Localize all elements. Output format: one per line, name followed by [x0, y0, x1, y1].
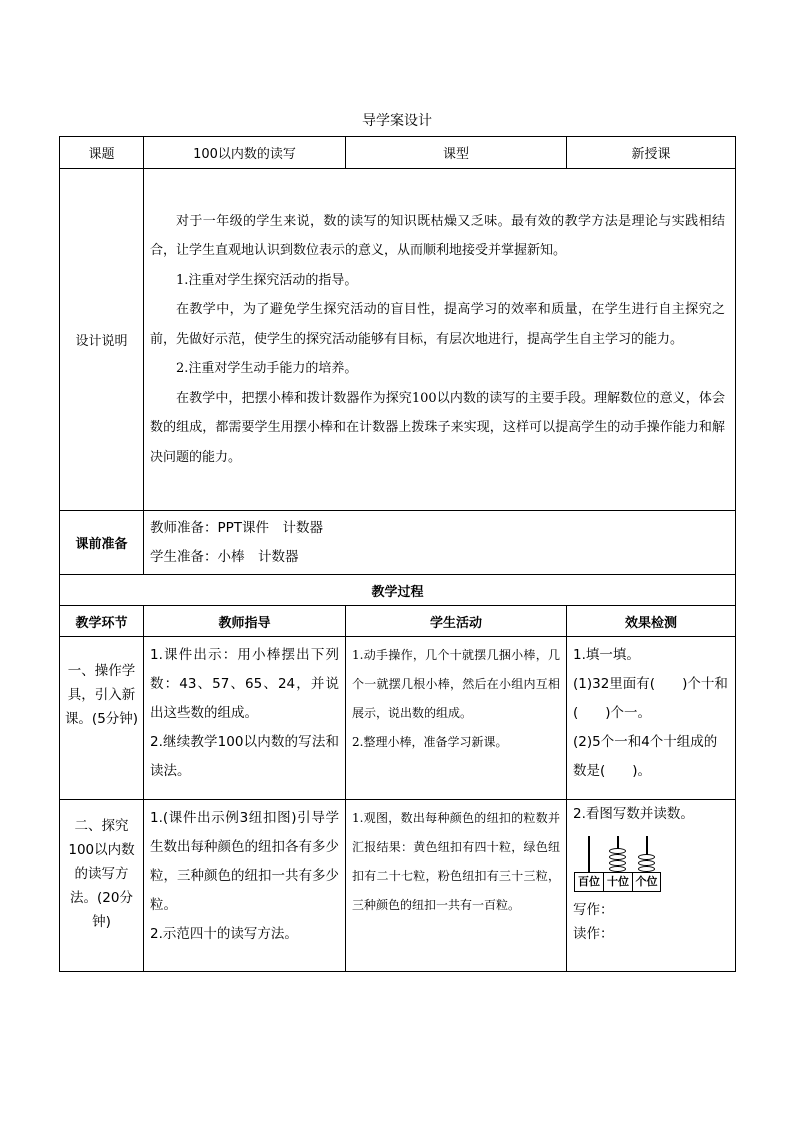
student-step: 2.整理小棒，准备学习新课。: [352, 735, 508, 749]
process-title: 教学过程: [60, 575, 736, 606]
abacus-bead: [609, 860, 626, 866]
process-row-2: [60, 800, 736, 972]
check-line: 2.看图写数并读数。: [573, 806, 694, 822]
teacher-cell: [144, 800, 346, 972]
abacus-diagram: [573, 830, 665, 896]
topic-label: 课题: [60, 137, 144, 169]
abacus-place-label: 百位: [574, 872, 604, 892]
type-label: 课型: [346, 137, 567, 169]
design-paragraph: 对于一年级的学生来说，数的读写的知识既枯燥又乏味。最有效的教学方法是理论与实践相结合，让学生直观地认识到数位表示的意义，从而顺利地接受并掌握新知。: [150, 213, 725, 259]
design-paragraph: 2.注重对学生动手能力的培养。: [176, 361, 358, 377]
stage-cell: [60, 637, 144, 800]
process-header-row: [60, 606, 736, 637]
stage-cell: [60, 800, 144, 972]
prep-content: [144, 511, 736, 575]
prep-row: [60, 511, 736, 575]
check-line: 1.填一填。: [573, 647, 640, 663]
process-title-row: [60, 575, 736, 606]
column-header: 学生活动: [346, 606, 567, 637]
teacher-step: 1.(课件出示例3纽扣图)引导学生数出每种颜色的纽扣各有多少粒，三种颜色的纽扣一共有多少粒。: [150, 810, 339, 913]
stage-text: 二、探究100以内数的读写方法。(20分钟): [68, 818, 135, 930]
design-label: 设计说明: [60, 169, 144, 511]
read-line: 读作：: [573, 926, 614, 942]
document-title: 导学案设计: [362, 113, 432, 129]
process-row-1: [60, 637, 736, 800]
student-step: 1.动手操作，几个十就摆几捆小棒，几个一就摆几根小棒，然后在小组内互相展示，说出数的组成。: [352, 648, 560, 720]
abacus-bead: [609, 854, 626, 860]
abacus-bead: [638, 860, 655, 866]
column-header: 效果检测: [567, 606, 736, 637]
design-paragraph: 在教学中，为了避免学生探究活动的盲目性，提高学习的效率和质量，在学生进行自主探究之前，先做好示范，使学生的探究活动能够有目标，有层次地进行，提高学生自主学习的能力。: [150, 302, 725, 347]
design-row: [60, 169, 736, 511]
topic-value: 100以内数的读写: [144, 137, 346, 169]
student-cell: [346, 800, 567, 972]
check-cell: [567, 800, 736, 972]
check-cell: [567, 637, 736, 800]
abacus-bead: [638, 854, 655, 860]
prep-label: 课前准备: [60, 511, 144, 575]
student-cell: [346, 637, 567, 800]
header-row: [60, 137, 736, 169]
column-header: 教师指导: [144, 606, 346, 637]
type-value: 新授课: [567, 137, 736, 169]
teacher-prep: 教师准备：PPT课件 计数器: [150, 519, 324, 536]
design-paragraph: 在教学中，把摆小棒和拨计数器作为探究100以内数的读写的主要手段。理解数位的意义，体会数的组成，都需要学生用摆小棒和在计数器上拨珠子来实现，这样可以提高学生的动手操作能力和解决问题的能力。: [150, 390, 725, 465]
teacher-step: 1.课件出示：用小棒摆出下列数：43、57、65、24，并说出这些数的组成。: [150, 647, 339, 721]
check-line: (2)5个一和4个十组成的数是( )。: [573, 734, 718, 779]
check-line: (1)32里面有( )个十和( )个一。: [573, 676, 728, 721]
column-header: 教学环节: [60, 606, 144, 637]
design-text: [144, 169, 736, 511]
write-line: 写作：: [573, 902, 614, 918]
student-step: 1.观图，数出每种颜色的纽扣的粒数并汇报结果：黄色纽扣有四十粒，绿色纽扣有二十七粒，粉色纽扣有三十三粒，三种颜色的纽扣一共有一百粒。: [352, 811, 560, 912]
design-paragraph: 1.注重对学生探究活动的指导。: [176, 272, 358, 288]
abacus-place-label: 个位: [632, 872, 661, 892]
teacher-step: 2.示范四十的读写方法。: [150, 926, 298, 942]
teacher-cell: [144, 637, 346, 800]
stage-text: 一、操作学具，引入新课。(5分钟): [64, 663, 139, 727]
lesson-plan-table: [59, 136, 736, 972]
abacus-rod: [588, 836, 590, 872]
abacus-bead: [609, 848, 626, 854]
abacus-place-label: 十位: [603, 872, 633, 892]
teacher-step: 2.继续教学100以内数的写法和读法。: [150, 734, 339, 779]
student-prep: 学生准备：小棒 计数器: [150, 548, 299, 565]
